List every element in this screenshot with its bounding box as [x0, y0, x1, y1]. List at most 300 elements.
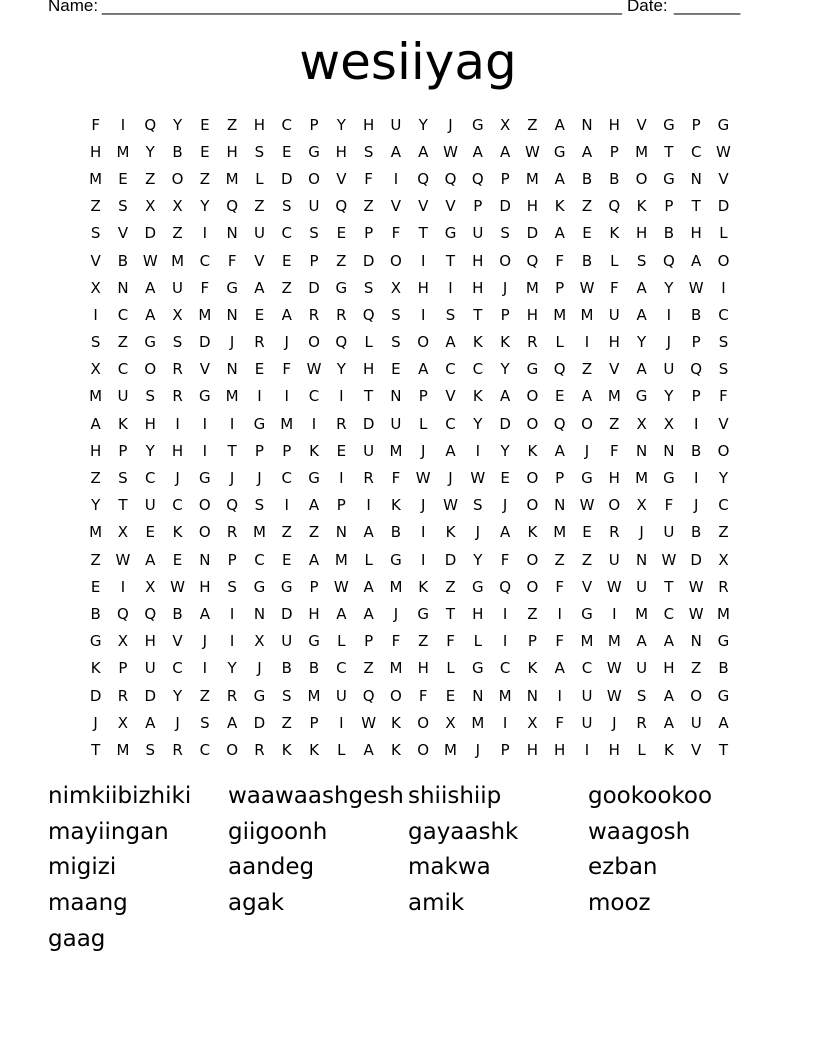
grid-letter[interactable]: Z — [254, 197, 265, 216]
grid-letter[interactable]: B — [308, 659, 320, 678]
grid-letter[interactable]: A — [254, 278, 265, 297]
grid-letter[interactable]: S — [90, 224, 101, 243]
grid-letter[interactable]: G — [663, 169, 675, 188]
grid-letter[interactable]: P — [473, 197, 483, 216]
grid-letter[interactable]: E — [500, 469, 510, 488]
grid-letter[interactable]: G — [89, 632, 102, 651]
grid-letter[interactable]: C — [145, 469, 156, 488]
grid-letter[interactable]: U — [308, 197, 320, 216]
grid-letter[interactable]: K — [445, 523, 456, 542]
grid-letter[interactable]: D — [280, 169, 293, 188]
grid-letter[interactable]: P — [254, 441, 264, 460]
grid-letter[interactable]: I — [93, 305, 98, 324]
grid-letter[interactable]: Z — [554, 550, 565, 569]
grid-letter[interactable]: J — [284, 333, 289, 352]
grid-letter[interactable]: M — [580, 305, 594, 324]
grid-letter[interactable]: K — [609, 224, 620, 243]
grid-letter[interactable]: E — [554, 387, 565, 406]
grid-letter[interactable]: G — [390, 550, 402, 569]
grid-letter[interactable]: Q — [335, 197, 348, 216]
grid-letter[interactable]: X — [445, 713, 456, 732]
grid-letter[interactable]: W — [688, 604, 704, 623]
grid-letter[interactable]: A — [363, 740, 374, 759]
grid-letter[interactable]: C — [718, 496, 729, 515]
grid-letter[interactable]: H — [608, 469, 620, 488]
grid-letter[interactable]: R — [254, 333, 265, 352]
grid-letter[interactable]: U — [472, 224, 484, 243]
grid-letter[interactable]: K — [500, 333, 511, 352]
grid-letter[interactable]: I — [420, 523, 426, 542]
grid-letter[interactable]: I — [693, 414, 699, 433]
grid-letter[interactable]: I — [557, 604, 562, 623]
grid-letter[interactable]: H — [472, 604, 484, 623]
grid-letter[interactable]: B — [609, 169, 620, 188]
grid-letter[interactable]: H — [472, 278, 484, 297]
grid-letter[interactable]: P — [364, 632, 374, 651]
grid-letter[interactable]: J — [420, 441, 426, 460]
grid-letter[interactable]: M — [635, 469, 649, 488]
grid-letter[interactable]: V — [90, 251, 101, 270]
grid-letter[interactable]: E — [254, 305, 265, 324]
grid-letter[interactable]: M — [607, 632, 621, 651]
grid-letter[interactable]: I — [284, 387, 289, 406]
grid-letter[interactable]: M — [198, 305, 212, 324]
grid-letter[interactable]: N — [526, 686, 539, 705]
grid-letter[interactable]: O — [526, 496, 539, 515]
grid-letter[interactable]: J — [93, 713, 98, 732]
grid-letter[interactable]: G — [308, 632, 320, 651]
grid-letter[interactable]: I — [120, 577, 126, 596]
grid-letter[interactable]: Z — [145, 169, 156, 188]
grid-letter[interactable]: W — [115, 550, 131, 569]
grid-letter[interactable]: M — [444, 740, 457, 759]
grid-letter[interactable]: Y — [336, 115, 346, 134]
grid-letter[interactable]: V — [336, 169, 347, 188]
grid-letter[interactable]: E — [336, 441, 347, 460]
grid-letter[interactable]: X — [145, 197, 156, 216]
grid-letter[interactable]: V — [445, 197, 456, 216]
grid-letter[interactable]: C — [445, 360, 456, 379]
grid-letter[interactable]: M — [498, 686, 512, 705]
grid-letter[interactable]: B — [172, 604, 183, 623]
grid-letter[interactable]: A — [499, 387, 511, 406]
grid-letter[interactable]: R — [226, 686, 238, 705]
grid-letter[interactable]: W — [443, 142, 458, 161]
grid-letter[interactable]: X — [718, 550, 729, 569]
grid-letter[interactable]: D — [717, 197, 730, 216]
grid-letter[interactable]: F — [418, 686, 428, 705]
grid-letter[interactable]: K — [472, 333, 483, 352]
grid-letter[interactable]: O — [171, 169, 184, 188]
grid-letter[interactable]: I — [420, 305, 426, 324]
grid-letter[interactable]: I — [666, 305, 672, 324]
grid-letter[interactable]: X — [636, 496, 647, 515]
grid-letter[interactable]: M — [89, 523, 103, 542]
grid-letter[interactable]: S — [254, 496, 265, 515]
grid-letter[interactable]: Z — [199, 686, 210, 705]
grid-letter[interactable]: M — [389, 441, 403, 460]
grid-letter[interactable]: Z — [172, 224, 183, 243]
grid-letter[interactable]: Q — [144, 604, 157, 623]
grid-letter[interactable]: G — [471, 577, 484, 596]
grid-letter[interactable]: K — [527, 441, 538, 460]
grid-letter[interactable]: Q — [526, 251, 539, 270]
grid-letter[interactable]: C — [172, 659, 183, 678]
grid-letter[interactable]: U — [144, 659, 156, 678]
grid-letter[interactable]: X — [390, 278, 402, 297]
grid-letter[interactable]: Z — [581, 197, 593, 216]
grid-letter[interactable]: Q — [444, 169, 457, 188]
grid-letter[interactable]: A — [663, 686, 675, 705]
grid-letter[interactable]: A — [308, 550, 320, 569]
grid-letter[interactable]: N — [335, 523, 347, 542]
grid-letter[interactable]: Y — [336, 360, 346, 379]
grid-letter[interactable]: H — [253, 115, 266, 134]
grid-letter[interactable]: I — [366, 496, 371, 515]
grid-letter[interactable]: S — [90, 333, 101, 352]
grid-letter[interactable]: K — [527, 659, 538, 678]
grid-letter[interactable]: C — [663, 604, 675, 623]
grid-letter[interactable]: U — [172, 278, 184, 297]
grid-letter[interactable]: R — [718, 577, 729, 596]
grid-letter[interactable]: D — [444, 550, 457, 569]
grid-letter[interactable]: J — [639, 523, 644, 542]
grid-letter[interactable]: T — [664, 142, 674, 161]
grid-letter[interactable]: E — [200, 142, 210, 161]
grid-letter[interactable]: J — [475, 523, 481, 542]
grid-letter[interactable]: W — [716, 142, 731, 161]
grid-letter[interactable]: C — [281, 115, 292, 134]
grid-letter[interactable]: N — [690, 169, 702, 188]
grid-letter[interactable]: M — [635, 142, 649, 161]
grid-letter[interactable]: O — [417, 740, 430, 759]
grid-letter[interactable]: M — [252, 523, 266, 542]
grid-letter[interactable]: O — [526, 469, 539, 488]
grid-letter[interactable]: M — [553, 523, 567, 542]
grid-letter[interactable]: Z — [199, 169, 210, 188]
grid-letter[interactable]: G — [417, 604, 430, 623]
grid-letter[interactable]: H — [608, 115, 620, 134]
grid-letter[interactable]: H — [608, 333, 620, 352]
grid-letter[interactable]: F — [555, 713, 565, 732]
grid-letter[interactable]: L — [473, 632, 482, 651]
grid-letter[interactable]: B — [691, 523, 702, 542]
grid-letter[interactable]: X — [636, 414, 647, 433]
grid-letter[interactable]: M — [471, 713, 485, 732]
grid-letter[interactable]: J — [502, 496, 508, 515]
grid-letter[interactable]: J — [666, 333, 672, 352]
grid-letter[interactable]: K — [554, 197, 565, 216]
grid-letter[interactable]: I — [339, 713, 344, 732]
grid-letter[interactable]: Y — [172, 686, 183, 705]
grid-letter[interactable]: S — [145, 387, 155, 406]
grid-letter[interactable]: H — [90, 441, 102, 460]
grid-letter[interactable]: D — [526, 224, 539, 243]
grid-letter[interactable]: R — [336, 305, 347, 324]
grid-letter[interactable]: H — [226, 142, 238, 161]
grid-letter[interactable]: P — [309, 115, 319, 134]
grid-letter[interactable]: K — [472, 387, 483, 406]
grid-letter[interactable]: A — [363, 523, 374, 542]
grid-letter[interactable]: S — [636, 686, 647, 705]
grid-letter[interactable]: X — [254, 632, 265, 651]
grid-letter[interactable]: A — [581, 387, 593, 406]
grid-letter[interactable]: G — [635, 387, 648, 406]
grid-letter[interactable]: L — [419, 414, 428, 433]
grid-letter[interactable]: I — [229, 604, 235, 623]
grid-letter[interactable]: W — [606, 686, 622, 705]
grid-letter[interactable]: W — [306, 360, 322, 379]
grid-letter[interactable]: T — [718, 740, 729, 759]
grid-letter[interactable]: P — [691, 387, 701, 406]
grid-letter[interactable]: M — [116, 142, 130, 161]
grid-letter[interactable]: P — [664, 197, 674, 216]
grid-letter[interactable]: O — [390, 251, 402, 270]
grid-letter[interactable]: M — [635, 604, 649, 623]
grid-letter[interactable]: J — [175, 469, 180, 488]
grid-letter[interactable]: L — [637, 740, 646, 759]
grid-letter[interactable]: J — [448, 469, 453, 488]
grid-letter[interactable]: U — [581, 686, 593, 705]
grid-letter[interactable]: P — [527, 632, 537, 651]
grid-letter[interactable]: S — [281, 686, 292, 705]
grid-letter[interactable]: I — [284, 496, 289, 515]
grid-letter[interactable]: N — [226, 360, 238, 379]
grid-letter[interactable]: C — [499, 659, 511, 678]
grid-letter[interactable]: K — [663, 740, 674, 759]
grid-letter[interactable]: A — [663, 632, 675, 651]
grid-letter[interactable]: K — [172, 523, 183, 542]
grid-letter[interactable]: A — [636, 278, 647, 297]
grid-letter[interactable]: G — [444, 224, 457, 243]
grid-letter[interactable]: O — [198, 523, 211, 542]
grid-letter[interactable]: Z — [363, 659, 374, 678]
grid-letter[interactable]: R — [172, 387, 183, 406]
grid-letter[interactable]: W — [524, 142, 540, 161]
grid-letter[interactable]: S — [118, 197, 128, 216]
grid-letter[interactable]: U — [390, 115, 402, 134]
grid-letter[interactable]: I — [202, 441, 208, 460]
grid-letter[interactable]: Q — [690, 360, 703, 379]
grid-letter[interactable]: C — [336, 659, 347, 678]
grid-letter[interactable]: C — [472, 360, 484, 379]
grid-letter[interactable]: B — [718, 659, 729, 678]
grid-letter[interactable]: A — [199, 604, 210, 623]
grid-letter[interactable]: S — [636, 251, 647, 270]
grid-letter[interactable]: Y — [500, 360, 510, 379]
grid-letter[interactable]: P — [118, 659, 128, 678]
grid-letter[interactable]: C — [718, 305, 729, 324]
grid-letter[interactable]: G — [280, 577, 293, 596]
grid-letter[interactable]: H — [144, 632, 156, 651]
grid-letter[interactable]: C — [581, 659, 593, 678]
grid-letter[interactable]: Z — [445, 577, 456, 596]
grid-letter[interactable]: I — [393, 169, 399, 188]
grid-letter[interactable]: A — [554, 224, 565, 243]
grid-letter[interactable]: J — [257, 469, 262, 488]
grid-letter[interactable]: Y — [664, 278, 674, 297]
grid-letter[interactable]: K — [90, 659, 101, 678]
grid-letter[interactable]: F — [391, 224, 401, 243]
grid-letter[interactable]: P — [282, 441, 292, 460]
grid-letter[interactable]: A — [418, 142, 429, 161]
grid-letter[interactable]: I — [202, 224, 208, 243]
grid-letter[interactable]: Q — [608, 197, 621, 216]
grid-letter[interactable]: M — [553, 305, 567, 324]
grid-letter[interactable]: V — [718, 169, 729, 188]
grid-letter[interactable]: R — [117, 686, 129, 705]
grid-letter[interactable]: I — [311, 414, 317, 433]
grid-letter[interactable]: N — [472, 686, 484, 705]
grid-letter[interactable]: F — [500, 550, 510, 569]
grid-letter[interactable]: X — [172, 305, 183, 324]
grid-letter[interactable]: H — [526, 305, 539, 324]
grid-letter[interactable]: U — [690, 713, 702, 732]
grid-letter[interactable]: O — [526, 550, 539, 569]
grid-letter[interactable]: E — [145, 523, 155, 542]
grid-letter[interactable]: S — [473, 496, 483, 515]
grid-letter[interactable]: X — [117, 713, 129, 732]
grid-letter[interactable]: A — [145, 550, 156, 569]
grid-letter[interactable]: E — [254, 360, 265, 379]
grid-letter[interactable]: J — [420, 496, 426, 515]
grid-letter[interactable]: U — [663, 523, 675, 542]
grid-letter[interactable]: D — [308, 278, 320, 297]
grid-letter[interactable]: A — [363, 577, 374, 596]
grid-letter[interactable]: P — [309, 251, 319, 270]
grid-letter[interactable]: P — [555, 278, 565, 297]
grid-letter[interactable]: E — [200, 115, 210, 134]
grid-letter[interactable]: H — [526, 740, 539, 759]
grid-letter[interactable]: A — [636, 360, 647, 379]
grid-letter[interactable]: Q — [117, 604, 129, 623]
grid-letter[interactable]: X — [145, 577, 156, 596]
grid-letter[interactable]: O — [499, 251, 511, 270]
grid-letter[interactable]: X — [90, 278, 101, 297]
grid-letter[interactable]: Y — [418, 115, 428, 134]
grid-letter[interactable]: O — [144, 360, 157, 379]
grid-letter[interactable]: E — [118, 169, 128, 188]
grid-letter[interactable]: D — [144, 686, 157, 705]
grid-letter[interactable]: P — [609, 142, 619, 161]
grid-letter[interactable]: E — [281, 142, 292, 161]
grid-letter[interactable]: I — [502, 713, 508, 732]
grid-letter[interactable]: J — [202, 632, 208, 651]
grid-letter[interactable]: V — [718, 414, 729, 433]
grid-letter[interactable]: N — [253, 604, 266, 623]
grid-letter[interactable]: M — [225, 387, 239, 406]
grid-letter[interactable]: U — [281, 632, 293, 651]
grid-letter[interactable]: I — [475, 441, 481, 460]
grid-letter[interactable]: I — [693, 469, 699, 488]
grid-letter[interactable]: S — [118, 469, 128, 488]
grid-letter[interactable]: I — [120, 115, 126, 134]
grid-letter[interactable]: T — [445, 251, 456, 270]
grid-letter[interactable]: S — [254, 142, 265, 161]
grid-letter[interactable]: K — [390, 740, 401, 759]
grid-letter[interactable]: M — [607, 387, 621, 406]
grid-letter[interactable]: A — [499, 523, 511, 542]
grid-letter[interactable]: W — [443, 496, 458, 515]
grid-letter[interactable]: Z — [90, 197, 101, 216]
grid-letter[interactable]: W — [579, 496, 595, 515]
grid-letter[interactable]: D — [280, 604, 293, 623]
grid-letter[interactable]: E — [445, 686, 456, 705]
grid-letter[interactable]: M — [116, 740, 130, 759]
grid-letter[interactable]: M — [525, 169, 539, 188]
grid-letter[interactable]: B — [581, 169, 593, 188]
grid-letter[interactable]: U — [581, 713, 593, 732]
grid-letter[interactable]: Y — [637, 333, 647, 352]
grid-letter[interactable]: A — [472, 142, 483, 161]
grid-letter[interactable]: G — [253, 414, 266, 433]
grid-letter[interactable]: C — [199, 740, 211, 759]
grid-letter[interactable]: E — [336, 224, 347, 243]
grid-letter[interactable]: E — [90, 577, 101, 596]
grid-letter[interactable]: G — [526, 360, 539, 379]
grid-letter[interactable]: U — [335, 686, 347, 705]
grid-letter[interactable]: I — [502, 632, 508, 651]
grid-letter[interactable]: X — [499, 115, 511, 134]
grid-letter[interactable]: F — [446, 632, 455, 651]
grid-letter[interactable]: M — [580, 632, 594, 651]
grid-letter[interactable]: O — [526, 414, 539, 433]
grid-letter[interactable]: J — [612, 713, 617, 732]
grid-letter[interactable]: Q — [362, 686, 375, 705]
grid-letter[interactable]: E — [281, 251, 292, 270]
grid-letter[interactable]: L — [364, 550, 373, 569]
grid-letter[interactable]: R — [172, 360, 183, 379]
grid-letter[interactable]: R — [609, 523, 620, 542]
grid-letter[interactable]: G — [663, 115, 675, 134]
grid-letter[interactable]: W — [606, 577, 622, 596]
grid-letter[interactable]: P — [364, 224, 374, 243]
grid-letter[interactable]: J — [693, 496, 699, 515]
grid-letter[interactable]: O — [226, 740, 239, 759]
grid-letter[interactable]: V — [199, 360, 210, 379]
grid-letter[interactable]: M — [89, 387, 103, 406]
grid-letter[interactable]: H — [171, 441, 184, 460]
grid-letter[interactable]: C — [281, 224, 292, 243]
grid-letter[interactable]: B — [172, 142, 183, 161]
grid-letter[interactable]: L — [364, 333, 373, 352]
grid-letter[interactable]: T — [118, 496, 128, 515]
grid-letter[interactable]: L — [719, 224, 728, 243]
grid-letter[interactable]: F — [664, 496, 674, 515]
grid-letter[interactable]: A — [336, 604, 347, 623]
grid-letter[interactable]: Q — [335, 333, 348, 352]
grid-letter[interactable]: U — [363, 441, 375, 460]
grid-letter[interactable]: B — [117, 251, 129, 270]
grid-letter[interactable]: G — [471, 115, 484, 134]
grid-letter[interactable]: N — [554, 496, 566, 515]
grid-letter[interactable]: J — [175, 713, 180, 732]
grid-letter[interactable]: G — [663, 469, 675, 488]
grid-letter[interactable]: W — [170, 577, 185, 596]
grid-letter[interactable]: K — [118, 414, 128, 433]
grid-letter[interactable]: Q — [144, 115, 157, 134]
grid-letter[interactable]: Z — [691, 659, 702, 678]
grid-letter[interactable]: F — [719, 387, 728, 406]
grid-letter[interactable]: I — [229, 414, 235, 433]
grid-letter[interactable]: O — [690, 686, 703, 705]
grid-letter[interactable]: W — [606, 659, 622, 678]
grid-letter[interactable]: P — [309, 713, 319, 732]
grid-letter[interactable]: Z — [418, 632, 429, 651]
grid-letter[interactable]: P — [227, 550, 237, 569]
grid-letter[interactable]: S — [172, 333, 183, 352]
grid-letter[interactable]: F — [91, 115, 100, 134]
